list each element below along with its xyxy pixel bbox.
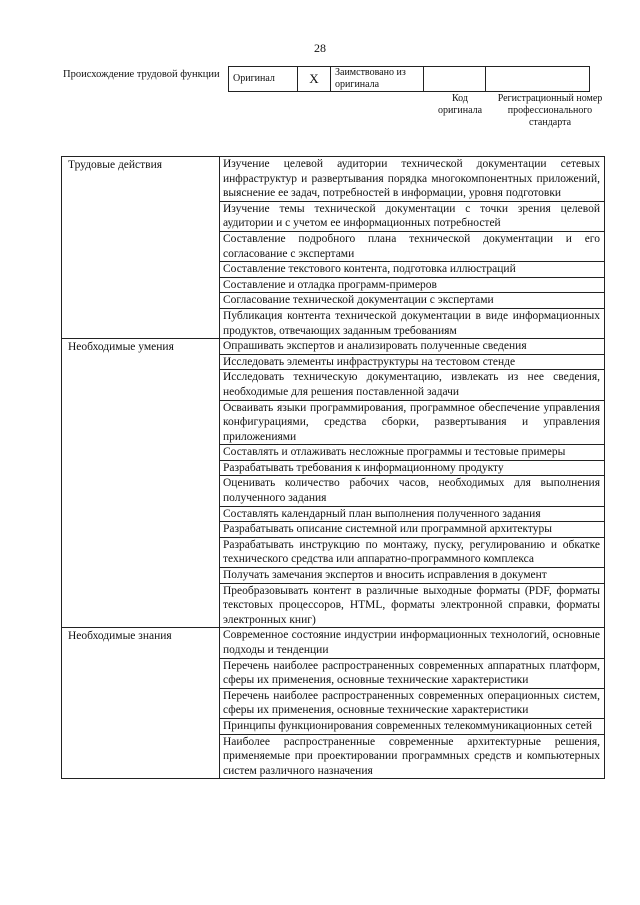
list-item: Согласование технической документации с экспертами <box>220 293 604 309</box>
section-labor-actions <box>62 157 605 339</box>
original-mark: X <box>298 67 331 92</box>
reg-number-cell <box>486 67 590 92</box>
borrowed-cell: Заимствовано из оригинала <box>331 67 424 92</box>
list-item: Разрабатывать требования к информационному продукту <box>220 461 604 477</box>
list-item: Перечень наиболее распространенных современных операционных систем, сферы их применения, основные технические характеристики <box>220 689 604 719</box>
origin-label: Происхождение трудовой функции <box>63 69 220 80</box>
list-item: Составлять календарный план выполнения полученного задания <box>220 507 604 523</box>
list-item: Составление и отладка программ-примеров <box>220 278 604 294</box>
function-table <box>61 156 605 779</box>
section-required-skills <box>62 339 605 628</box>
page-number: 28 <box>314 41 326 55</box>
list-item: Современное состояние индустрии информационных технологий, основные подходы и тенденции <box>220 628 604 658</box>
reg-caption: Регистрационный номер профессионального стандарта <box>497 93 603 128</box>
code-caption: Код оригинала <box>437 93 483 116</box>
list-item: Получать замечания экспертов и вносить исправления в документ <box>220 568 604 584</box>
list-item: Публикация контента технической документации в виде информационных продуктов, отвечающих заданным требованиям <box>223 309 600 337</box>
section-title: Необходимые умения <box>62 339 220 628</box>
list-item: Составление подробного плана технической документации и его согласование с экспертами <box>220 232 604 262</box>
original-cell: Оригинал <box>229 67 298 92</box>
list-item: Исследовать техническую документацию, извлекать из нее сведения, необходимые для решения поставленной задачи <box>220 370 604 400</box>
list-item: Составлять и отлаживать несложные программы и тестовые примеры <box>220 445 604 461</box>
list-item: Опрашивать экспертов и анализировать полученные сведения <box>220 339 604 355</box>
list-item: Изучение темы технической документации с точки зрения целевой аудитории и с учетом ее информационных потребностей <box>220 202 604 232</box>
list-item: Осваивать языки программирования, программное обеспечение управления конфигурациями, средства сборки, развертывания и управления приложениями <box>220 401 604 446</box>
list-item: Изучение целевой аудитории технической документации сетевых инфраструктур и развертывания порядка многокомпонентных приложений, выяснение ее задач, потребностей в информации, уровня подготовки <box>220 157 604 202</box>
list-item: Составление текстового контента, подготовка иллюстраций <box>220 262 604 278</box>
section-items <box>220 339 605 628</box>
list-item: Исследовать элементы инфраструктуры на тестовом стенде <box>220 355 604 371</box>
section-required-knowledge <box>62 628 605 779</box>
list-item: Перечень наиболее распространенных современных аппаратных платформ, сферы их применения, основные технические характеристики <box>220 659 604 689</box>
section-items <box>220 628 605 779</box>
list-item: Оценивать количество рабочих часов, необходимых для выполнения полученного задания <box>220 476 604 506</box>
list-item: Разрабатывать описание системной или программной архитектуры <box>220 522 604 538</box>
list-item: Наиболее распространенные современные архитектурные решения, применяемые при проектировании программных средств и компьютерных систем различного назначения <box>223 735 600 777</box>
list-item: Разрабатывать инструкцию по монтажу, пуску, регулированию и обкатке технического средства или аппаратно-программного комплекса <box>220 538 604 568</box>
origin-table <box>228 66 590 92</box>
section-title: Необходимые знания <box>62 628 220 779</box>
code-cell <box>424 67 486 92</box>
list-item: Принципы функционирования современных телекоммуникационных сетей <box>220 719 604 735</box>
list-item: Преобразовывать контент в различные выходные форматы (PDF, форматы текстовых процессоров, HTML, форматы электронной справки, форматы электронных книг) <box>223 584 600 626</box>
section-items <box>220 157 605 339</box>
section-title: Трудовые действия <box>62 157 220 339</box>
